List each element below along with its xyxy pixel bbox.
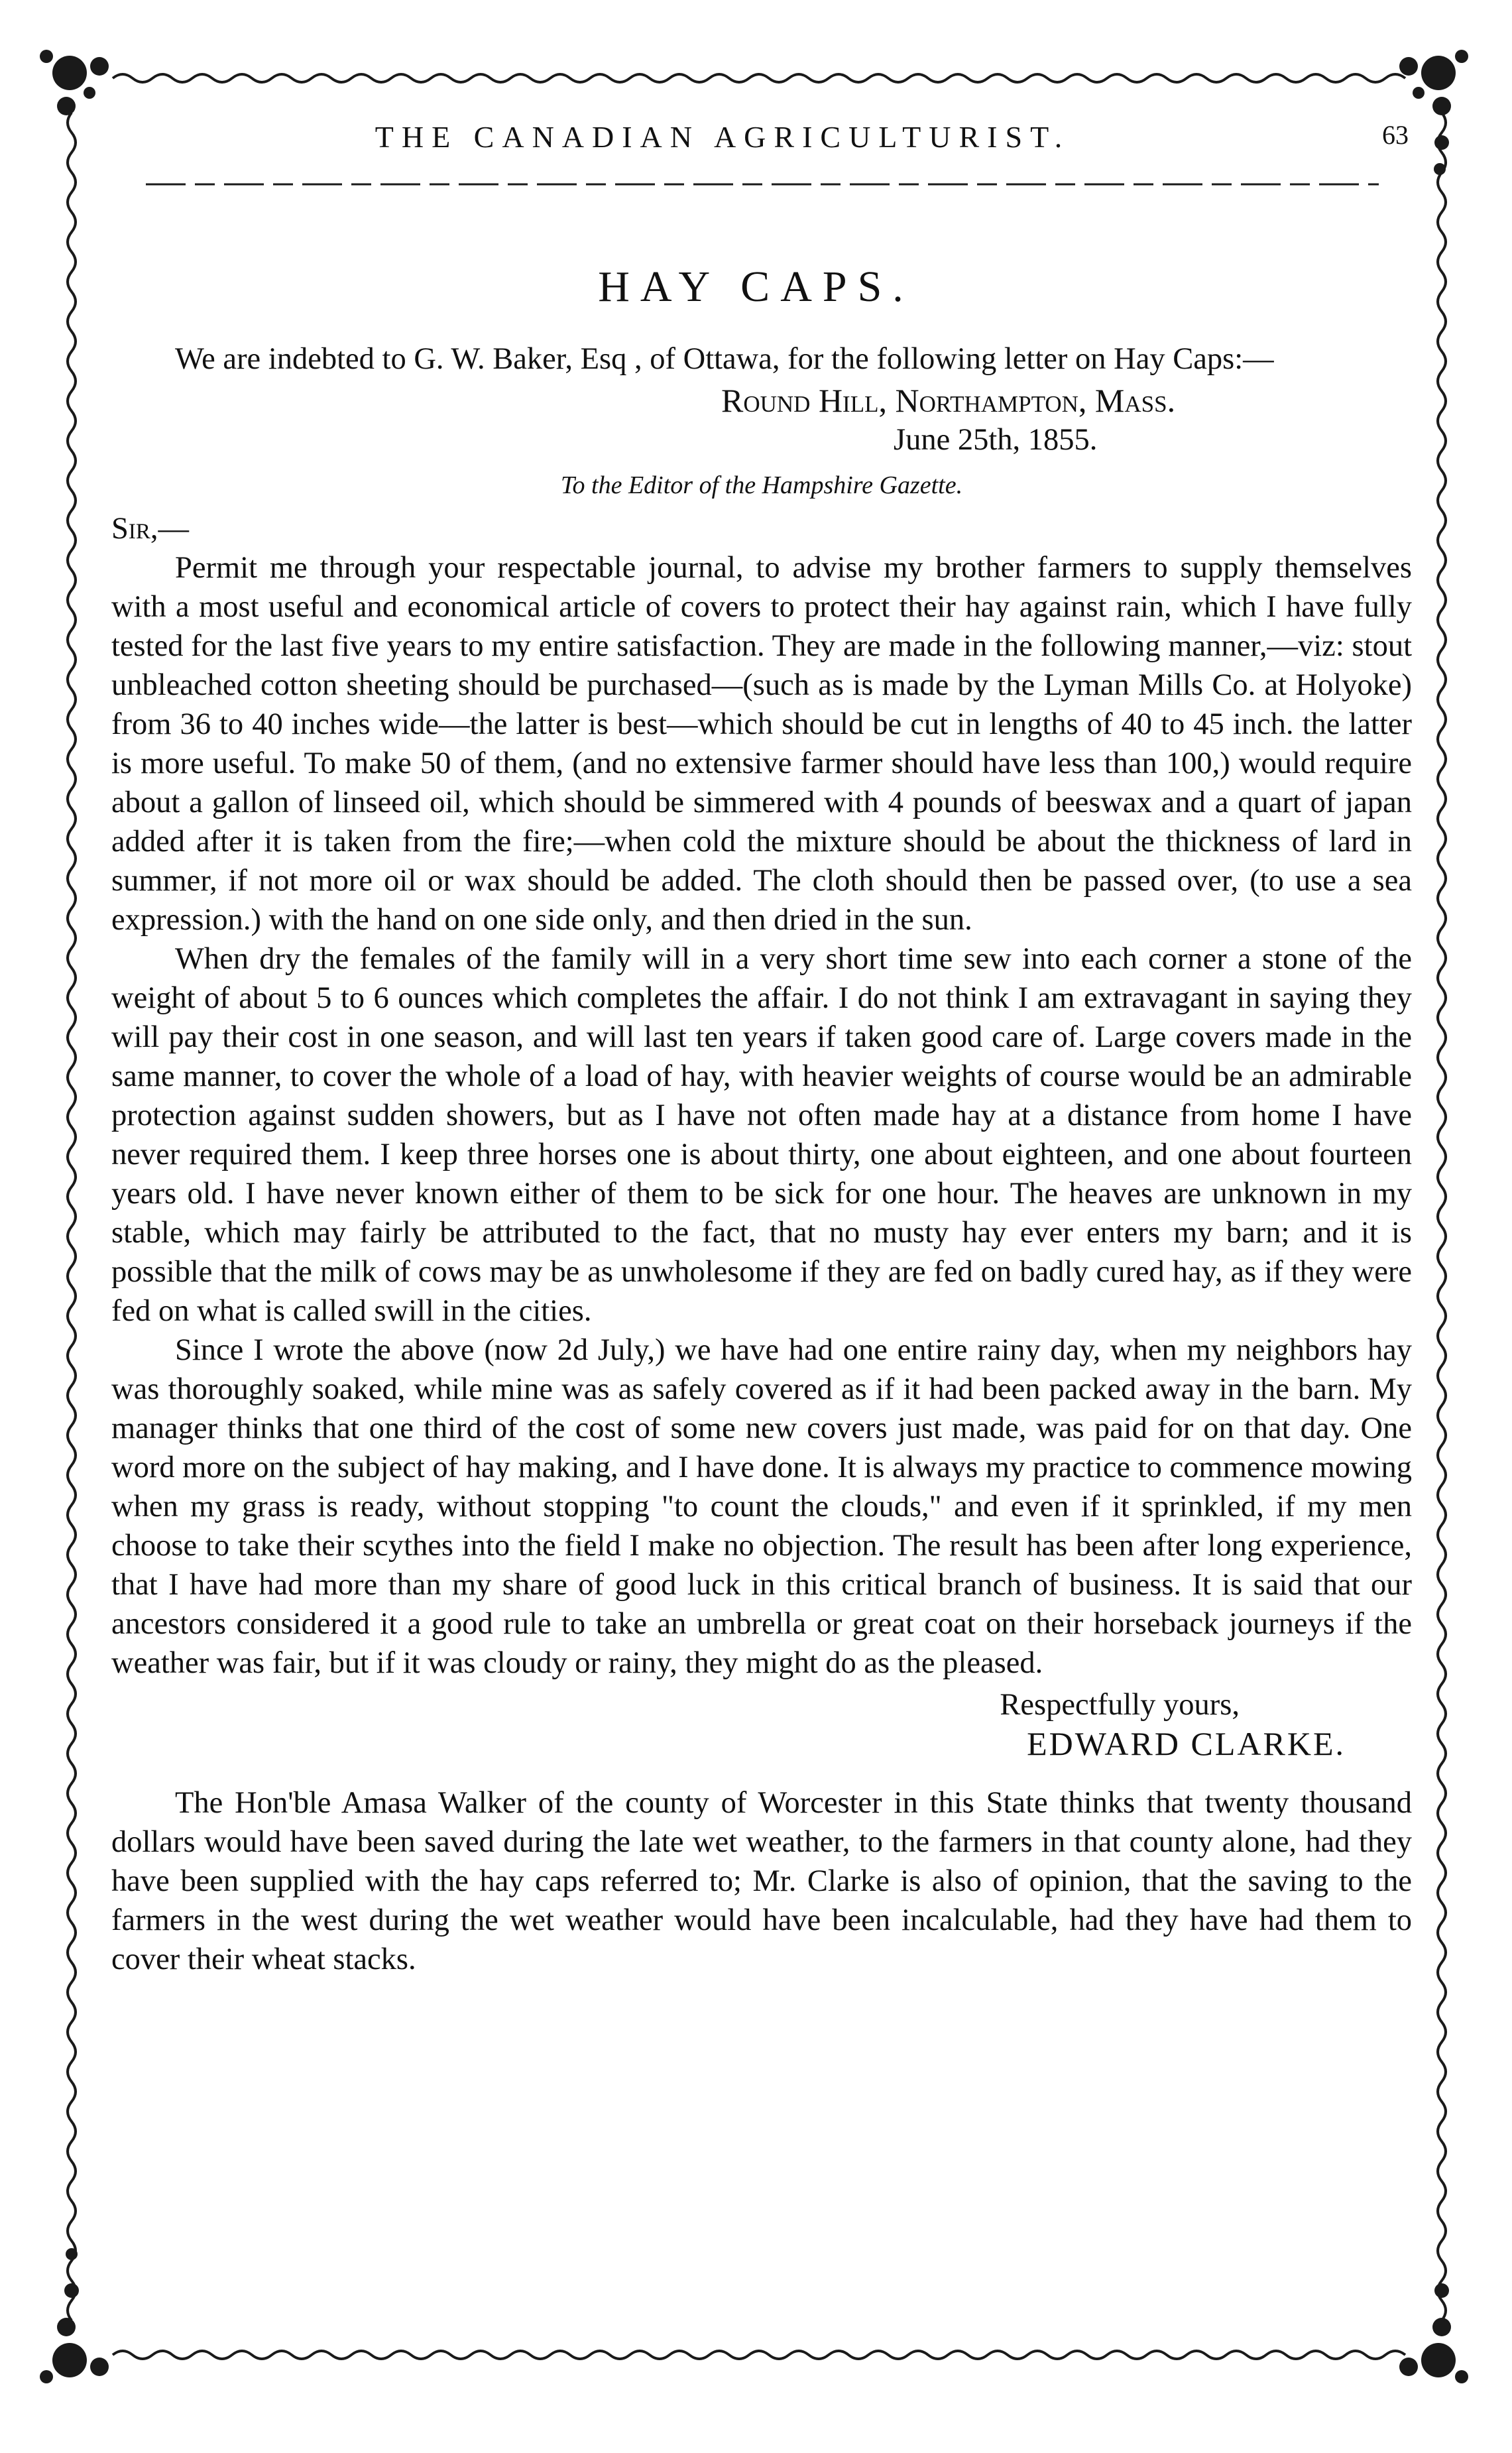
letter-salutation: Sir,— bbox=[111, 512, 189, 546]
intro-paragraph: We are indebted to G. W. Baker, Esq , of Ottawa, for the following letter on Hay Caps:— bbox=[175, 342, 1274, 376]
letter-addressee: To the Editor of the Hampshire Gazette. bbox=[560, 471, 963, 499]
corner-ornament-top-right bbox=[1399, 50, 1468, 175]
article-body bbox=[111, 339, 1412, 1979]
corner-ornament-bottom-right bbox=[1399, 2283, 1468, 2383]
corner-ornament-top-left bbox=[40, 50, 109, 115]
letter-address: Round Hill, Northampton, Mass. bbox=[721, 382, 1176, 419]
letter-paragraph: Permit me through your respectable journal, to advise my brother farmers to supply themselves with a most useful and economical article of covers to protect their hay against rain, which I have fully tested for the last five years to my entire satisfaction. They are made in the following manner,—viz: stout unbleached cotton sheeting should be purchased—(such as is made by the Lyman Mills Co. at Holyoke) from 36 to 40 inches wide—the latter is best—which should be cut in lengths of 40 to 45 inch. the latter is more useful. To make 50 of them, (and no extensive farmer should have less than 100,) would require about a gallon of linseed oil, which should be simmered with 4 pounds of beeswax and a quart of japan added after it is taken from the fire;—when cold the mixture should be about the thickness of lard in summer, if not more oil or wax should be added. The cloth should then be passed over, (to use a sea expression.) with the hand on one side only, and then dried in the sun. bbox=[111, 551, 1412, 937]
letter-paragraph: When dry the females of the family will in a very short time sew into each corner a stone of the weight of about 5 to 6 ounces which completes the affair. I do not think I am extravagant in saying they will pay their cost in one season, and will last ten years if taken good care of. Large covers made in the same manner, to cover the whole of a load of hay, with heavier weights of course would be an admirable protection against sudden showers, but as I have not often made hay at a distance from home I have never required them. I keep three horses one is about thirty, one about eighteen, and one about fourteen years old. I have never known either of them to be sick for one hour. The heaves are unknown in my stable, which may fairly be attributed to the fact, that no musty hay ever enters my barn; and it is possible that the milk of cows may be as unwholesome if they are fed on badly cured hay, as if they were fed on what is called swill in the cities. bbox=[111, 942, 1412, 1328]
letter-signature: EDWARD CLARKE. bbox=[1027, 1725, 1346, 1762]
page-number: 63 bbox=[1382, 120, 1409, 150]
letter-paragraph: Since I wrote the above (now 2d July,) we have had one entire rainy day, when my neighbors hay was thoroughly soaked, while mine was as safely covered as if it had been packed away in the barn. My manager thinks that one third of the cost of some new covers just made, was paid for on that day. One word more on the subject of hay making, and I have done. It is always my practice to commence mowing when my grass is ready, without stopping "to count the clouds," and even if it sprinkled, if my men choose to take their scythes into the field I make no objection. The result has been after long experience, that I have had more than my share of good luck in this critical branch of business. It is said that our ancestors considered it a good rule to take an umbrella or great coat on their horseback journeys if the weather was fair, but if it was cloudy or rainy, they might do as the pleased. bbox=[111, 1333, 1412, 1680]
editorial-note: The Hon'ble Amasa Walker of the county of Worcester in this State thinks that twenty thousand dollars would have been saved during the late wet weather, to the farmers in that county alone, had they have been supplied with the hay caps referred to; Mr. Clarke is also of opinion, that the saving to the farmers in the west during the wet weather would have been incalculable, had they have had them to cover their wheat stacks. bbox=[111, 1786, 1412, 1976]
article-title: HAY CAPS. bbox=[598, 263, 914, 311]
letter-date: June 25th, 1855. bbox=[894, 423, 1098, 457]
corner-ornament-bottom-left bbox=[40, 2248, 109, 2383]
running-head: THE CANADIAN AGRICULTURIST. bbox=[375, 120, 1071, 154]
letter-closing: Respectfully yours, bbox=[1000, 1688, 1240, 1722]
